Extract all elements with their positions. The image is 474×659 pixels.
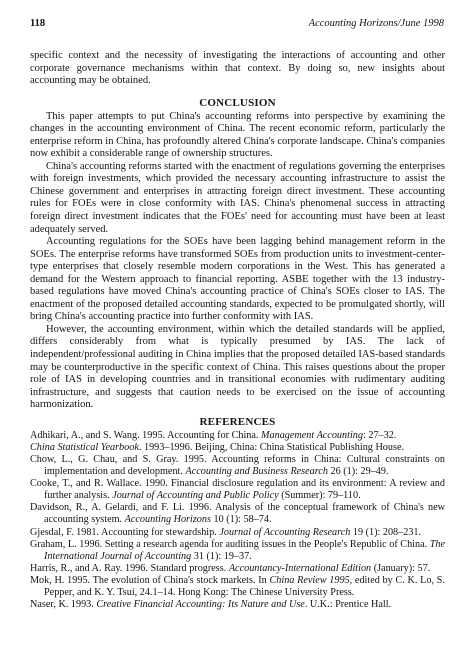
- conclusion-paragraph-1: This paper attempts to put China's accounting reforms into perspective by examining the changes in the accounting environment of China. The recent economic reform, particularly the enterprise reform in China, has profoundly altered China's corporate landscape. China's companies now exhibit a considerable range of ownership structures.: [30, 110, 445, 160]
- reference-source: Accounting and Business Research: [185, 466, 328, 478]
- reference-source: Journal of Accounting and Public Policy: [112, 490, 279, 502]
- article-body: [30, 50, 445, 611]
- reference-authors: Graham, L. 1996. Setting a research agenda for auditing issues in the People's Republic of China.: [30, 538, 430, 550]
- reference-authors: Davidson, R., A. Gelardi, and F. Li. 1996. Analysis of the conceptual framework of China's new accounting system.: [30, 502, 445, 526]
- conclusion-paragraph-2: China's accounting reforms started with the enactment of regulations governing the enterprises with foreign investments, which provided the necessary accounting infrastructure to assist the Chinese government and enterprises in attracting foreign direct investment. These accounting rules for FOEs were in close conformity with IAS. China's phenomenal success in attracting foreign direct investment indicates that the FOEs' need for accounting must have been at least adequately served.: [30, 160, 445, 235]
- reference-details: 31 (1): 19–37.: [191, 550, 252, 562]
- reference-source: Journal of Accounting Research: [219, 526, 351, 538]
- conclusion-paragraph-3: Accounting regulations for the SOEs have been lagging behind management reform in the SOEs. The enterprise reforms have transformed SOEs from production units to investment-center-type enterprises that closely resemble modern corporations in the West. This has generated a demand for the Western approach to financial reporting. ASBE together with the 13 industry-based regulations have moved China's accounting practice of China's SOEs closer to IAS. The enactment of the proposed detailed accounting standards, expected to be promulgated shortly, will bring China's accounting practice into further conformity with IAS.: [30, 236, 445, 323]
- conclusion-paragraph-4: However, the accounting environment, within which the detailed standards will be applied, differs considerably from what is typically presumed by IAS. The lack of independent/professional auditing in China implies that the proposed detailed IAS-based standards may be counterproductive in the specific context of China. This raises questions about the proper role of IAS in developing countries and in transitional economies with rudimentary auditing infrastructure, and suggests that caution needs to be exercised on the issue of accounting harmonization.: [30, 323, 445, 411]
- conclusion-heading: CONCLUSION: [199, 96, 276, 109]
- reference-source: Accounting Horizons: [124, 514, 211, 526]
- running-header: [30, 18, 444, 32]
- intro-paragraph: specific context and the necessity of investigating the interactions of accounting and other corporate governance mechanisms within that context. By doing so, new insights about accounting may be obtained.: [30, 50, 445, 87]
- reference-authors: Naser, K. 1993.: [30, 599, 97, 611]
- references-heading: REFERENCES: [199, 415, 276, 428]
- reference-source: Creative Financial Accounting: Its Nature and Use: [96, 599, 305, 611]
- reference-details: (January): 57.: [371, 562, 431, 574]
- reference-item: [30, 478, 445, 502]
- reference-authors: Cooke, T., and R. Wallace. 1990. Financial disclosure regulation and its environment: A review and further analysis.: [30, 478, 445, 502]
- reference-item: [30, 539, 445, 563]
- reference-details: (Summer): 79–110.: [278, 490, 361, 502]
- reference-source: China Statistical Yearbook: [30, 441, 139, 453]
- reference-item: [30, 527, 445, 539]
- reference-details: . 1993–1996. Beijing, China: China Statistical Publishing House.: [138, 441, 405, 453]
- reference-details: : 27–32.: [362, 429, 397, 441]
- reference-authors: Harris, R., and A. Ray. 1996. Standard progress.: [30, 562, 229, 574]
- reference-source: China Review 1995: [269, 574, 350, 586]
- reference-details: 10 (1): 58–74.: [210, 514, 272, 526]
- reference-item: [30, 502, 445, 526]
- reference-details: , edited by C. K. Lo, S. Pepper, and K. Y. Tsui, 24.1–14. Hong Kong: The Chinese University Press.: [44, 574, 445, 598]
- reference-source: Management Accounting: [261, 429, 363, 441]
- reference-authors: Adhikari, A., and S. Wang. 1995. Accounting for China.: [30, 429, 262, 441]
- reference-details: . U.K.: Prentice Hall.: [304, 599, 392, 611]
- reference-item: [30, 430, 445, 442]
- reference-item: [30, 442, 445, 454]
- reference-details: 26 (1): 29–49.: [327, 466, 389, 478]
- reference-authors: Mok, H. 1995. The evolution of China's stock markets. In: [30, 574, 270, 586]
- reference-item: [30, 575, 445, 599]
- reference-item: [30, 563, 445, 575]
- reference-authors: Gjesdal, F. 1981. Accounting for stewardship.: [30, 526, 220, 538]
- reference-authors: Chow, L., G. Chau, and S. Gray. 1995. Accounting reforms in China: Cultural constraints on implementation and development.: [30, 453, 445, 478]
- reference-item: [30, 454, 445, 478]
- reference-list: [30, 430, 445, 611]
- reference-item: [30, 599, 445, 611]
- reference-details: 19 (1): 208–231.: [350, 526, 422, 538]
- journal-name: Accounting Horizons/June 1998: [308, 18, 444, 29]
- reference-source: Accountancy-International Edition: [228, 562, 372, 574]
- page-number: 118: [30, 18, 46, 29]
- reference-source: The International Journal of Accounting: [44, 538, 445, 562]
